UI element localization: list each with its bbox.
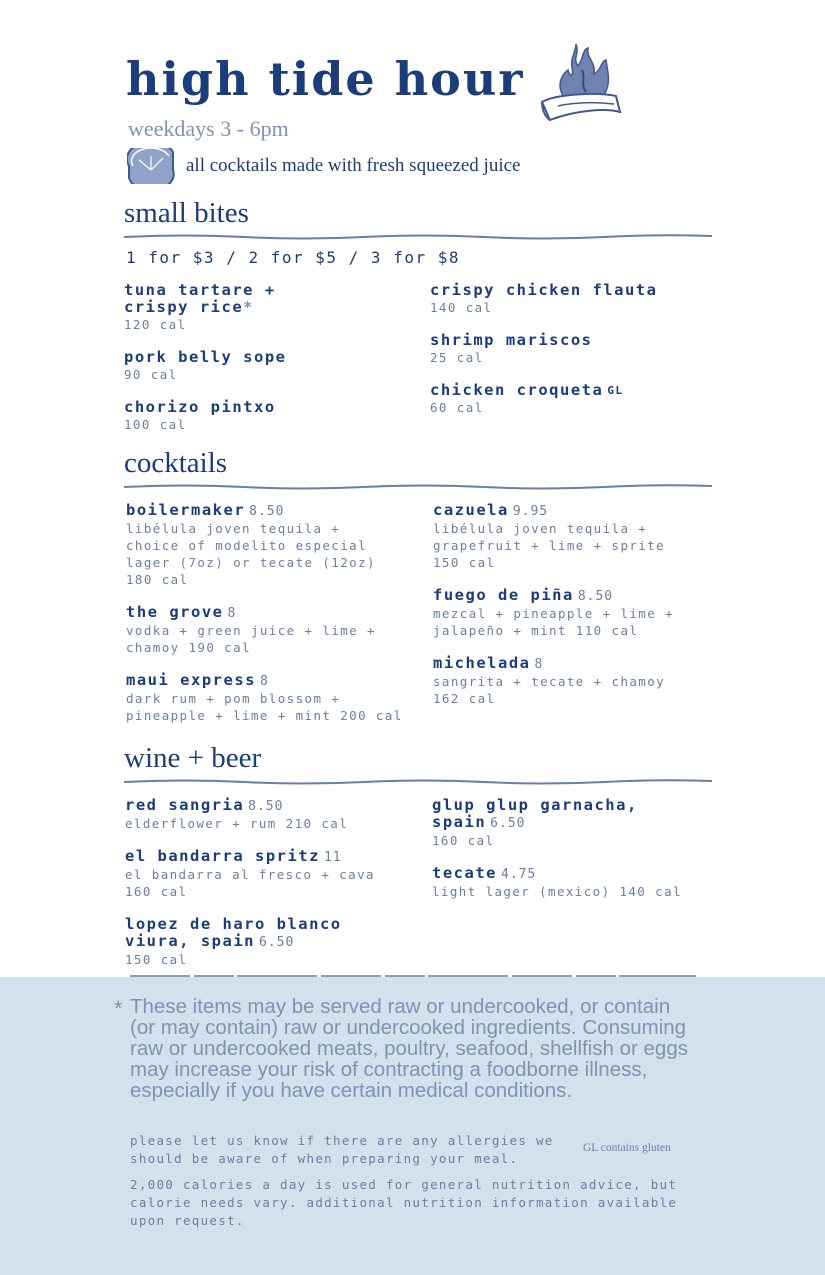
menu-item [124, 399, 414, 433]
menu-item [126, 502, 426, 588]
item-price: 9.95 [512, 504, 549, 519]
bites-pricing: 1 for $3 / 2 for $5 / 3 for $8 [126, 248, 460, 267]
item-name: tecate 4.75 [432, 864, 537, 882]
cocktails-right-column [433, 502, 723, 723]
section-title-wine-beer: wine + beer [124, 742, 262, 774]
item-description: el bandarra al fresco + cava 160 cal [125, 867, 375, 899]
item-price: 8 [534, 657, 544, 672]
item-price: 4.75 [501, 867, 537, 882]
item-price: 11 [323, 850, 342, 865]
item-calories: 120 cal [124, 317, 187, 332]
section-title-small-bites: small bites [124, 197, 249, 229]
item-price: 8.50 [577, 589, 614, 604]
raw-food-warning: These items may be served raw or undercooked, or contain (or may contain) raw or undercooked ingredients. Consuming raw or undercooked meats, poultry, seafood, shellfish or eggs may increase your risk of contracting a foodborne illness, especially if you have certain medical conditions. [130, 995, 688, 1102]
item-description: sangrita + tecate + chamoy 162 cal [433, 674, 666, 706]
item-description: 160 cal [432, 833, 495, 848]
item-price: 6.50 [258, 935, 295, 950]
hours-subtitle: weekdays 3 - 6pm [128, 116, 289, 141]
item-name: fuego de piña 8.50 [433, 586, 614, 604]
item-description: dark rum + pom blossom + pineapple + lime + mint 200 cal [126, 691, 403, 723]
wine-left-column [125, 797, 425, 984]
menu-item [430, 332, 720, 366]
item-name: tuna tartare + crispy rice* [124, 281, 276, 316]
footer-divider [130, 974, 696, 978]
menu-item [124, 349, 414, 383]
item-calories: 90 cal [124, 367, 178, 382]
item-description: 150 cal [125, 952, 188, 967]
flame-board-icon [536, 40, 622, 130]
lime-slice-icon [127, 148, 175, 184]
wine-right-column [432, 797, 722, 916]
item-name: michelada 8 [433, 654, 544, 672]
item-price: 6.50 [490, 816, 526, 831]
item-calories: 60 cal [430, 400, 484, 415]
calorie-note: 2,000 calories a day is used for general nutrition advice, but calorie needs vary. additional nutrition information available upon request. [130, 1177, 678, 1228]
menu-item [125, 916, 425, 968]
item-name: maui express 8 [126, 671, 269, 689]
item-description: elderflower + rum 210 cal [125, 816, 349, 831]
raw-warning-asterisk: * [114, 996, 123, 1021]
allergy-note: please let us know if there are any allergies we should be aware of when preparing your meal. [130, 1133, 554, 1166]
item-price: 8 [227, 606, 237, 621]
menu-item [126, 604, 426, 656]
item-price: 8 [259, 674, 269, 689]
item-name: the grove 8 [126, 603, 237, 621]
menu-item [430, 282, 720, 316]
item-calories: 25 cal [430, 350, 484, 365]
item-name: red sangria 8.50 [125, 796, 284, 814]
menu-item [433, 655, 723, 707]
menu-item [432, 865, 722, 900]
item-name: chorizo pintxo [124, 398, 276, 416]
menu-item [124, 282, 414, 333]
menu-item [125, 848, 425, 900]
item-name: lopez de haro blanco viura, spain 6.50 [125, 915, 342, 950]
item-description: libélula joven tequila + grapefruit + lime + sprite 150 cal [433, 521, 666, 570]
item-price: 8.50 [249, 504, 285, 519]
item-calories: 140 cal [430, 300, 493, 315]
item-price: 8.50 [248, 799, 284, 814]
bites-right-column [430, 282, 720, 432]
item-name: boilermaker 8.50 [126, 501, 285, 519]
gluten-marker: GL [607, 384, 624, 397]
item-name: crispy chicken flauta [430, 281, 658, 299]
menu-item [432, 797, 722, 849]
cocktails-left-column [126, 502, 426, 740]
menu-item [125, 797, 425, 832]
menu-item [126, 672, 426, 724]
section-divider [124, 778, 712, 786]
item-name: pork belly sope [124, 348, 287, 366]
section-divider [124, 233, 712, 241]
item-name: cazuela 9.95 [433, 501, 549, 519]
bites-left-column [124, 282, 414, 449]
item-name: shrimp mariscos [430, 331, 593, 349]
item-description: vodka + green juice + lime + chamoy 190 cal [126, 623, 376, 655]
item-name: chicken croqueta $^{GL}$ [430, 381, 624, 399]
page-title: high tide hour [126, 52, 525, 106]
item-calories: 100 cal [124, 417, 187, 432]
menu-item [433, 587, 723, 639]
item-description: mezcal + pineapple + lime + jalapeño + mint 110 cal [433, 606, 674, 638]
item-name: glup glup garnacha, spain 6.50 [432, 796, 638, 831]
juice-note: all cocktails made with fresh squeezed juice [186, 155, 521, 176]
item-description: light lager (mexico) 140 cal [432, 884, 682, 899]
section-title-cocktails: cocktails [124, 447, 228, 479]
item-description: libélula joven tequila + choice of modelito especial lager (7oz) or tecate (12oz) 180 cal [126, 521, 376, 587]
menu-item [430, 382, 720, 416]
section-divider [124, 483, 712, 491]
item-name: el bandarra spritz 11 [125, 847, 342, 865]
gluten-legend: GL contains gluten [583, 1142, 671, 1154]
menu-item [433, 502, 723, 571]
